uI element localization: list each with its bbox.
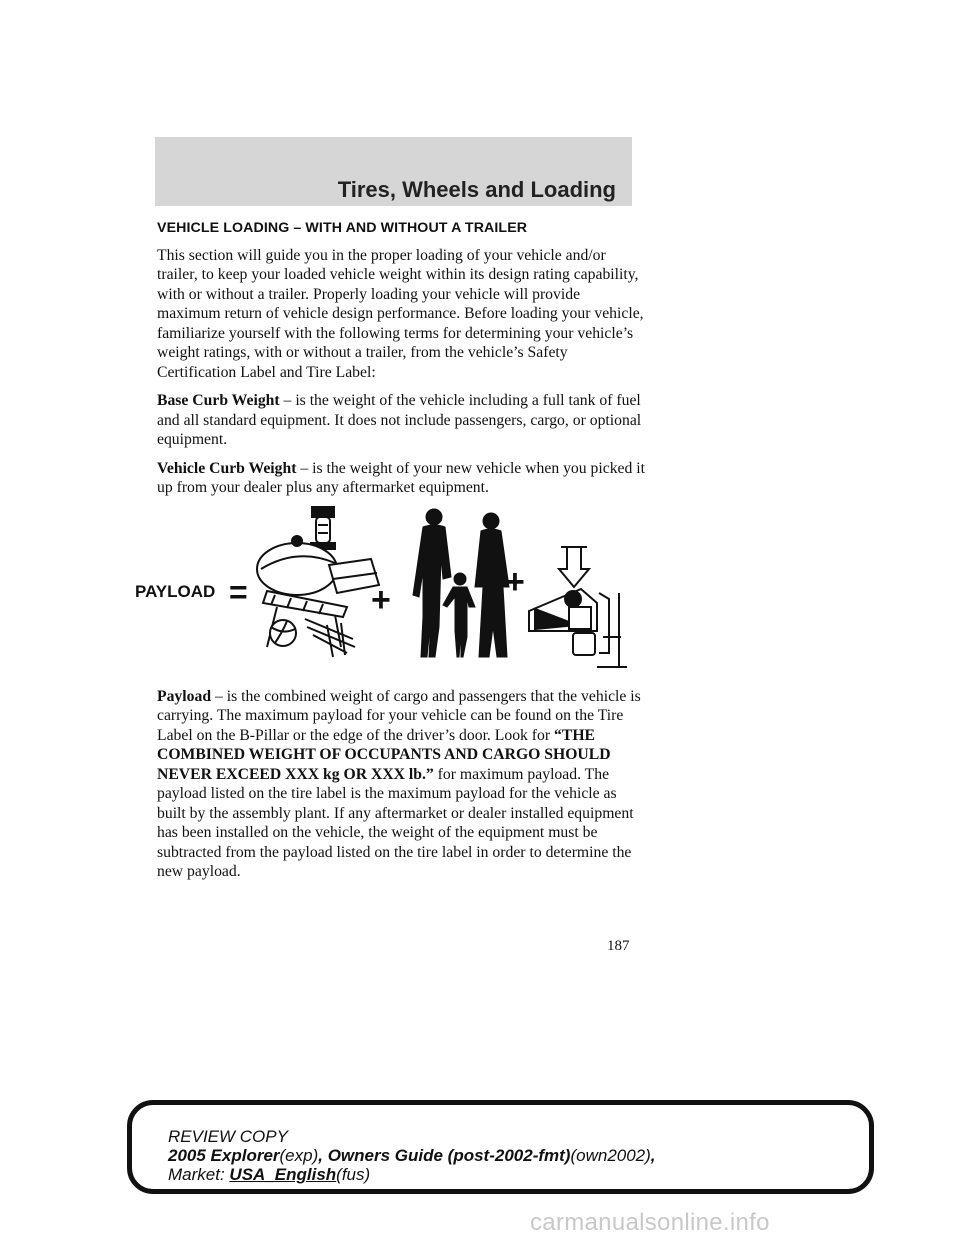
chapter-title: Tires, Wheels and Loading	[337, 177, 616, 202]
definition-text: – is the combined weight of cargo and passengers that the vehicle is carrying. The maximum payload for your vehicle can be found on the Tire Label on the B-Pillar or the edge of the driver’s door. Look for	[157, 687, 641, 744]
review-model-line	[168, 1146, 656, 1165]
plus-sign: +	[371, 580, 391, 619]
plus-sign: +	[505, 562, 525, 601]
term-vehicle-curb-weight: Vehicle Curb Weight	[157, 459, 297, 477]
guide-name: Owners Guide (post-2002-fmt)	[327, 1146, 571, 1165]
page-content	[135, 219, 647, 891]
review-copy-text	[168, 1127, 656, 1184]
passengers-icon	[413, 509, 509, 657]
market-value: USA_English	[229, 1165, 337, 1184]
review-market-line	[168, 1165, 656, 1184]
payload-quote: “THE COMBINED WEIGHT OF OCCUPANTS AND CARGO SHOULD NEVER EXCEED XXX kg OR XXX lb.”	[157, 726, 611, 783]
equals-sign: =	[229, 573, 248, 610]
payload-label: PAYLOAD	[135, 581, 216, 601]
definition-text: for maximum payload. The payload listed on the tire label is the maximum payload for the vehicle as built by the assembly plant. If any aftermarket or dealer installed equipment has been installed on the vehicle, the weight of the equipment must be subtracted from the payload listed on the tire label in order to determine the new payload.	[157, 765, 634, 880]
intro-paragraph: This section will guide you in the proper loading of your vehicle and/or trailer, to keep your loaded vehicle weight within its design rating capability, with or without a trailer. Properly loading your vehicle will provide maximum return of vehicle design performance. Before loading your vehicle, familiarize yourself with the following terms for determining your vehicle’s weight ratings, with or without a trailer, from the vehicle’s Safety Certification Label and Tire Label:	[157, 246, 644, 381]
separator: ,	[650, 1146, 656, 1165]
separator: ,	[318, 1146, 328, 1165]
definition-text: – is the weight of the vehicle including a full tank of fuel and all standard equipment. It does not include passengers, cargo, or optional equipment.	[157, 392, 642, 448]
guide-code: (own2002)	[570, 1146, 651, 1165]
review-copy-line: REVIEW COPY	[168, 1127, 288, 1146]
term-payload: Payload	[157, 687, 212, 705]
hitch-icon	[529, 547, 627, 667]
model-name: 2005 Explorer	[168, 1146, 280, 1165]
chapter-header	[155, 137, 632, 206]
page-number: 187	[607, 938, 630, 954]
review-copy-box	[127, 1100, 874, 1194]
payload-diagram	[135, 507, 647, 679]
payload-illustration	[135, 507, 647, 679]
model-code: (exp)	[279, 1146, 319, 1165]
definition-payload	[157, 687, 647, 882]
definition-vehicle-curb-weight	[157, 459, 647, 498]
section-title: VEHICLE LOADING – WITH AND WITHOUT A TRAILER	[157, 220, 528, 236]
definition-text: – is the weight of your new vehicle when you picked it up from your dealer plus any aftermarket equipment.	[157, 459, 645, 496]
definition-base-curb-weight	[157, 391, 647, 450]
market-code: (fus)	[336, 1165, 371, 1184]
market-label: Market:	[168, 1165, 225, 1184]
watermark: carmanualsonline.info	[530, 1209, 770, 1236]
term-base-curb-weight: Base Curb Weight	[157, 392, 280, 409]
cargo-icon	[257, 507, 379, 657]
